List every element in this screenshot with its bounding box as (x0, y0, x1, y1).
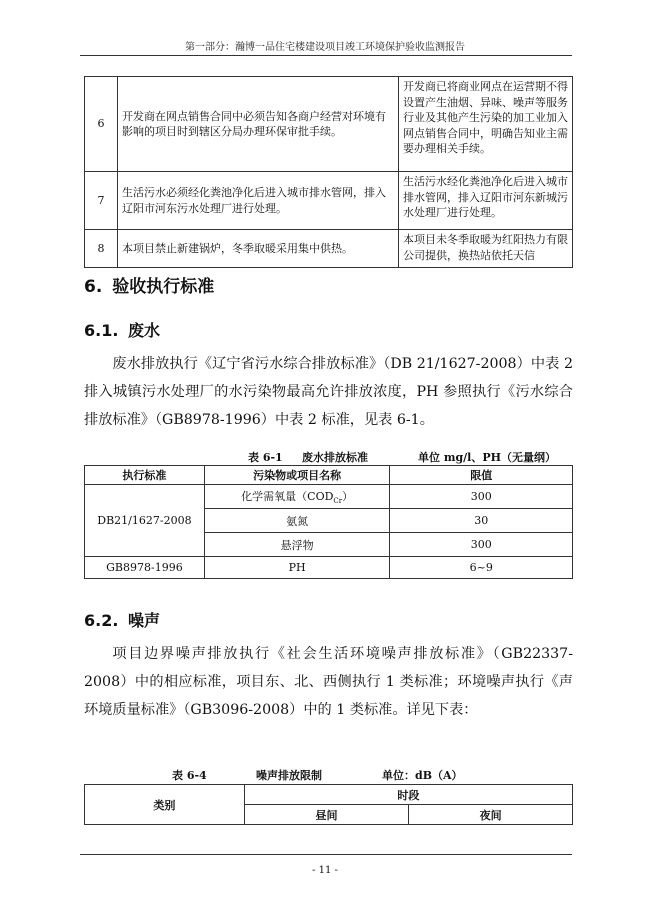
implementation-cell: 本项目未冬季取暖为红阳热力有限公司提供，换热站依托天信 (399, 230, 573, 268)
table-row (85, 485, 573, 509)
page-header: 第一部分：瀚博一品住宅楼建设项目竣工环境保护验收监测报告 (185, 42, 465, 53)
footer-rule (80, 854, 572, 855)
column-header: 污染物或项目名称 (204, 466, 390, 485)
section-heading-6 (84, 272, 214, 297)
column-header: 执行标准 (85, 466, 205, 485)
section-title: 噪声 (128, 611, 161, 630)
section-title: 验收执行标准 (112, 277, 215, 297)
column-header: 时段 (244, 785, 572, 805)
column-header: 限值 (390, 466, 573, 485)
standard-cell: GB8978-1996 (85, 557, 205, 579)
limit-cell: 30 (390, 509, 573, 533)
table-header-row (85, 466, 573, 485)
requirement-cell: 开发商在网点销售合同中必须告知各商户经营对环境有影响的项目时到辖区分局办理环保审批手续。 (118, 77, 399, 172)
implementation-cell: 生活污水经化粪池净化后进入城市排水管网，排入辽阳市河东新城污水处理厂进行处理。 (399, 172, 573, 230)
row-number: 6 (85, 77, 118, 172)
table-row (85, 230, 573, 268)
section-number: 6.1. (84, 321, 119, 340)
requirement-cell: 本项目禁止新建锅炉，冬季取暖采用集中供热。 (118, 230, 399, 268)
pollutant-cell: 化学需氧量$(COD_{Cr})$ (204, 485, 390, 509)
limit-cell: 300 (390, 533, 573, 557)
caption-unit: 单位：dB（A） (382, 769, 463, 782)
standard-cell: DB21/1627-2008 (85, 485, 205, 557)
table-header-row (85, 785, 573, 805)
table-row (85, 77, 573, 172)
row-number: 7 (85, 172, 118, 230)
column-header: 夜间 (409, 805, 573, 825)
caption-title: 废水排放标准 (302, 451, 368, 464)
column-header: 类别 (85, 785, 245, 825)
caption-title: 噪声排放限制 (256, 769, 322, 782)
table-row (85, 172, 573, 230)
noise-limit-table (84, 784, 573, 825)
wastewater-paragraph (84, 350, 573, 434)
section-title: 废水 (128, 321, 161, 340)
page-number: - 11 - (312, 865, 338, 876)
caption-unit: 单位 mg/l、PH（无量纲） (418, 451, 557, 464)
table-row (85, 557, 573, 579)
section-number: 6.2. (84, 611, 119, 630)
pollutant-cell: 氨氮 (204, 509, 390, 533)
pollutant-cell: 悬浮物 (204, 533, 390, 557)
caption-number: 表 6-1 (248, 451, 283, 464)
requirement-cell: 生活污水必须经化粪池净化后进入城市排水管网，排入辽阳市河东污水处理厂进行处理。 (118, 172, 399, 230)
noise-paragraph (84, 640, 573, 724)
header-rule (80, 55, 572, 56)
implementation-cell: 开发商已将商业网点在运营期不得设置产生油烟、异味、噪声等服务行业及其他产生污染的加工业加入网点销售合同中，明确告知业主需要办理相关手续。 (399, 77, 573, 172)
caption-number: 表 6-4 (172, 769, 207, 782)
wastewater-standard-table (84, 465, 573, 579)
section-heading-6-1 (84, 318, 160, 341)
compliance-table (84, 76, 573, 268)
pollutant-cell: PH (204, 557, 390, 579)
limit-cell: 300 (390, 485, 573, 509)
paragraph-text: 项目边界噪声排放执行《社会生活环境噪声排放标准》（GB22337-2008）中的相应标准，项目东、北、西侧执行 1 类标准；环境噪声执行《声环境质量标准》（GB3096-2008）中的 1 类标准。详见下表： (84, 646, 573, 718)
column-header: 昼间 (244, 805, 409, 825)
paragraph-text: 废水排放执行《辽宁省污水综合排放标准》（DB 21/1627-2008）中表 2 排入城镇污水处理厂的水污染物最高允许排放浓度，PH 参照执行《污水综合排放标准》（GB8978-1996）中表 2 标准，见表 6-1。 (84, 356, 573, 428)
row-number: 8 (85, 230, 118, 268)
section-heading-6-2 (84, 608, 160, 631)
limit-cell: 6~9 (390, 557, 573, 579)
section-number: 6. (84, 277, 103, 297)
